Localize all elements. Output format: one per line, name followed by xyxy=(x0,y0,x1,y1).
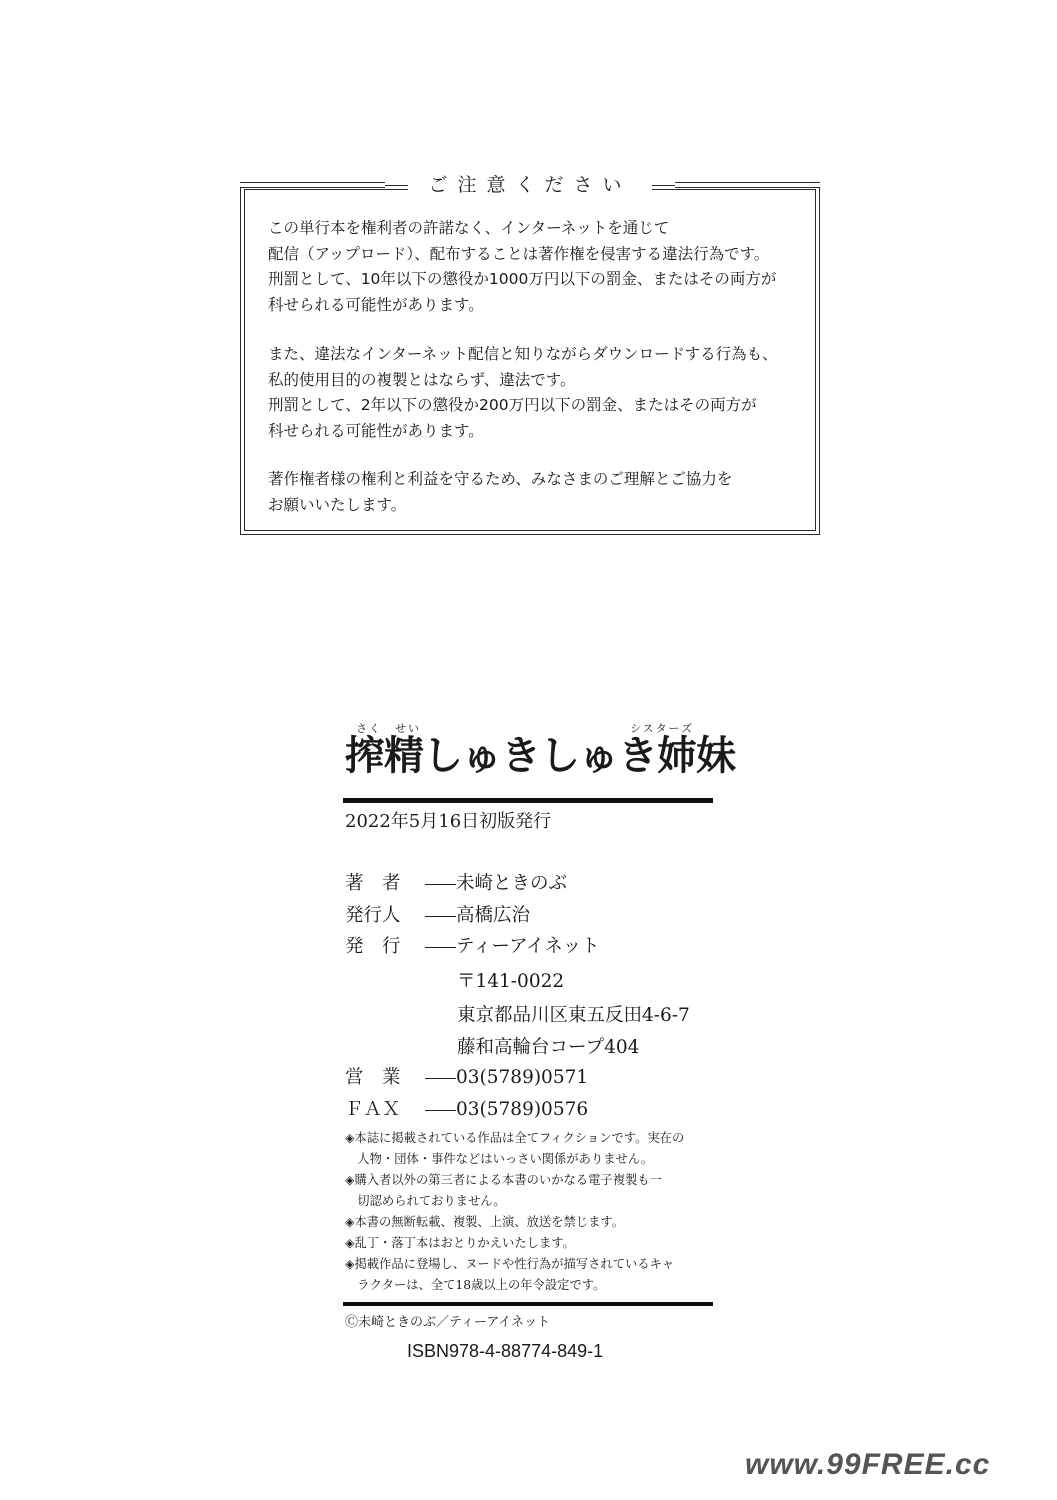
leader-dash xyxy=(425,916,456,917)
publisher-person-row xyxy=(345,905,530,927)
watermark-logo: www.99FREE.cc xyxy=(745,1448,991,1481)
copyright: Ⓒ未崎ときのぶ／ティーアイネット xyxy=(345,1315,551,1330)
leader-dash xyxy=(425,1110,456,1111)
publisher-person-name: 高橋広治 xyxy=(456,905,531,926)
legal-notes xyxy=(345,1128,684,1296)
notice-line: また、違法なインターネット配信と知りながらダウンロードする行為も、 xyxy=(268,345,778,363)
note-line: ◈本書の無断転載、複製、上演、放送を禁じます。 xyxy=(345,1215,625,1229)
leader-dash xyxy=(425,947,456,948)
book-title: 搾精しゅきしゅき姉妹 xyxy=(345,732,735,779)
notice-line: 私的使用目的の複製とはならず、違法です。 xyxy=(268,370,576,389)
note-line: 切認められておりません。 xyxy=(345,1194,506,1208)
note-line: ラクターは、全て18歳以上の年令設定です。 xyxy=(345,1278,606,1292)
publisher-person-label: 発行人 xyxy=(345,905,401,926)
notice-line: 科せられる可能性があります。 xyxy=(268,421,484,440)
publisher-name: ティーアイネット xyxy=(456,936,600,957)
notice-title: ご注意ください xyxy=(408,175,651,195)
notice-line: 配信（アップロード）、配布することは著作権を侵害する違法行為です。 xyxy=(268,244,770,263)
notice-line: 刑罰として、10年以下の懲役か1000万円以下の罰金、またはその両方が xyxy=(268,270,777,288)
author-name: 未崎ときのぶ xyxy=(456,873,568,894)
isbn: ISBN978-4-88774-849-1 xyxy=(407,1341,604,1361)
note-line: ◈掲載作品に登場し、ヌードや性行為が描写されているキャ xyxy=(345,1257,675,1271)
title-ruby-saku: さく xyxy=(356,722,382,735)
title-ruby-sei: せい xyxy=(395,722,421,735)
notice-paragraph-2 xyxy=(268,342,800,444)
note-line: 人物・団体・事件などはいっさい関係がありません。 xyxy=(345,1152,654,1166)
notice-line: 刑罰として、2年以下の懲役か200万円以下の罰金、またはその両方が xyxy=(268,396,757,414)
address-line-1: 東京都品川区東五反田4-6-7 xyxy=(457,1005,690,1026)
fax-label: ＦＡＸ xyxy=(345,1099,401,1120)
notice-line: 科せられる可能性があります。 xyxy=(268,295,484,314)
author-row xyxy=(345,873,567,895)
note-line: ◈本誌に掲載されている作品は全てフィクションです。実在の xyxy=(345,1131,685,1145)
postal-code: 〒141-0022 xyxy=(457,971,565,992)
notice-line: お願いいたします。 xyxy=(268,495,407,514)
title-ruby-sisters: シスターズ xyxy=(630,722,695,735)
notice-paragraph-3 xyxy=(268,467,800,518)
note-line: ◈購入者以外の第三者による本書のいかなる電子複製も一 xyxy=(345,1173,662,1187)
notice-line: この単行本を権利者の許諾なく、インターネットを通じて xyxy=(268,219,670,237)
notice-line: 著作権者様の権利と利益を守るため、みなさまのご理解とご協力を xyxy=(268,470,733,488)
publisher-label: 発 行 xyxy=(345,936,401,957)
publish-date: 2022年5月16日初版発行 xyxy=(345,811,552,832)
publisher-row xyxy=(345,936,600,958)
notice-box xyxy=(240,174,820,535)
author-label: 著 者 xyxy=(345,873,401,894)
title-rule xyxy=(343,798,713,803)
notice-paragraph-1 xyxy=(268,216,800,318)
sales-label: 営 業 xyxy=(345,1067,401,1088)
leader-dash xyxy=(425,1078,456,1079)
note-line: ◈乱丁・落丁本はおとりかえいたします。 xyxy=(345,1236,575,1250)
sales-tel: 03(5789)0571 xyxy=(456,1067,589,1088)
fax-number: 03(5789)0576 xyxy=(456,1099,589,1120)
sales-row xyxy=(345,1067,588,1089)
bottom-rule xyxy=(343,1302,713,1306)
leader-dash xyxy=(425,884,456,885)
fax-row xyxy=(345,1099,588,1121)
address-line-2: 藤和高輪台コープ404 xyxy=(457,1037,640,1058)
